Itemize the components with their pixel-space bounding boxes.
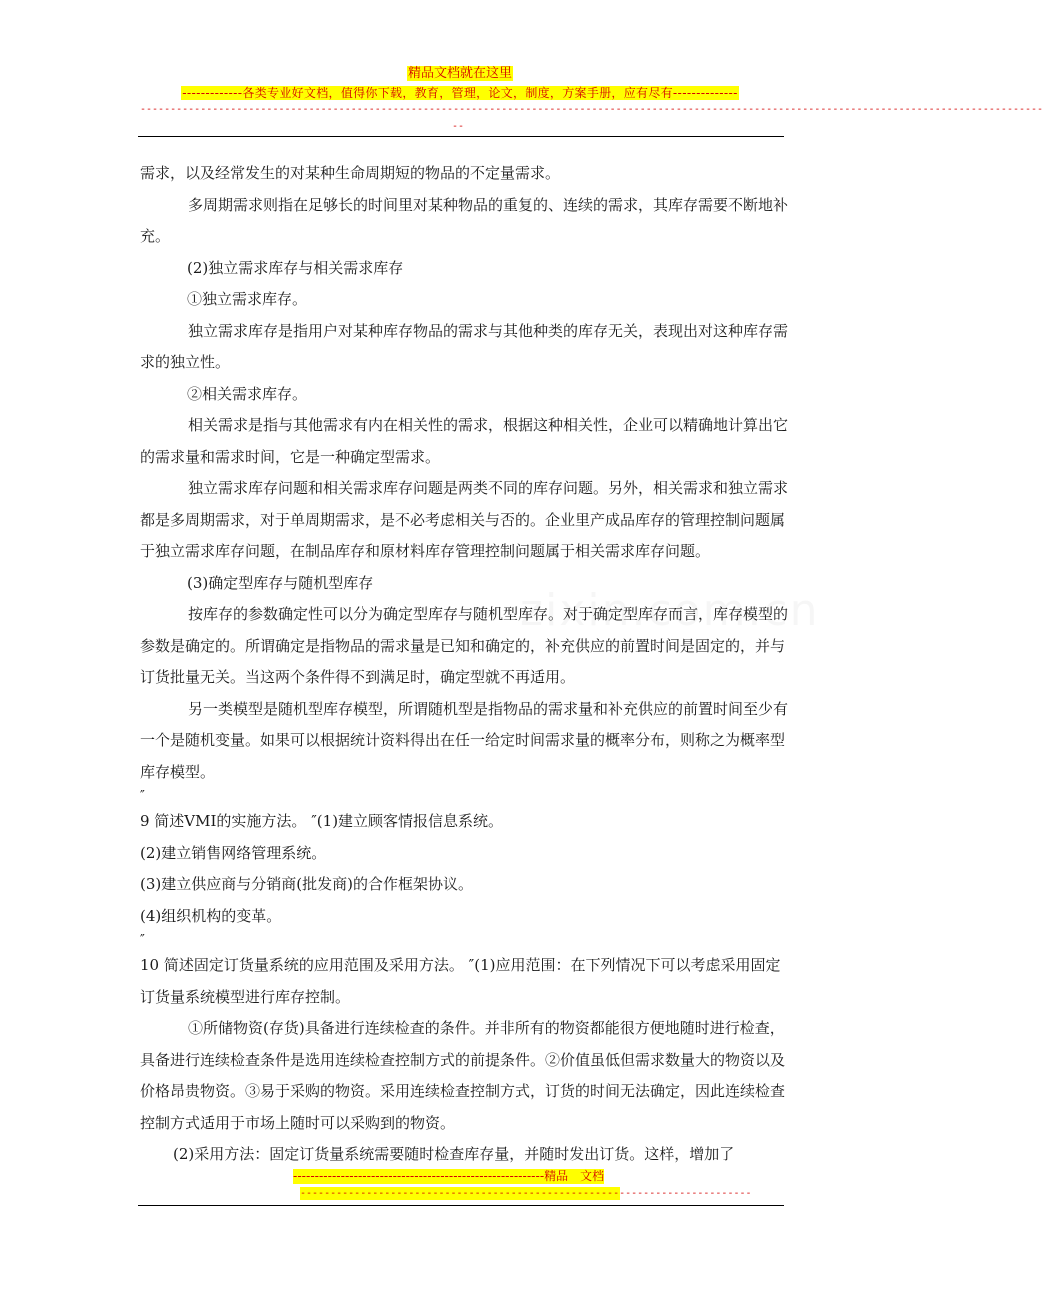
footer-rule: [138, 1205, 784, 1206]
paragraph: 按库存的参数确定性可以分为确定型库存与随机型库存。对于确定型库存而言，库存模型的参数是确定的。所谓确定是指物品的需求量是已知和确定的，补充供应的前置时间是固定的，并与订货批量无关。当这两个条件得不到满足时，确定型就不再适用。: [140, 605, 789, 686]
header-title: 精品文档就在这里: [407, 66, 512, 81]
header-rule: [138, 136, 784, 137]
section-heading: (2)独立需求库存与相关需求库存: [187, 258, 404, 277]
paragraph: 相关需求是指与其他需求有内在相关性的需求，根据这种相关性，企业可以精确地计算出它的需求量和需求时间，它是一种确定型需求。: [140, 416, 789, 466]
header-dash-line: ------------------------------------------------------------------------------------------------------------------------------------------------------: [140, 104, 1043, 115]
paragraph: 多周期需求则指在足够长的时间里对某种物品的重复的、连续的需求，其库存需要不断地补充。: [140, 195, 789, 245]
paragraph: (2)采用方法：固定订货量系统需要随时检查库存量，并随时发出订货。这样，增加了: [173, 1145, 735, 1163]
question: 9 简述VMI的实施方法。 ″(1)建立顾客情报信息系统。: [140, 812, 504, 830]
footer-line-2: ---------------------------------------------------------------------------: [300, 1188, 752, 1199]
symbol-mark: ″: [140, 933, 145, 948]
header-dash-tail: --: [452, 121, 465, 132]
section-heading: (3)确定型库存与随机型库存: [187, 573, 374, 592]
footer-line-1: ----------------------------------------------------------精品 文档: [293, 1169, 605, 1183]
document-body: [140, 158, 792, 1171]
paragraph: ①所储物资(存货)具备进行连续检查的条件。并非所有的物资都能很方便地随时进行检查，具备进行连续检查条件是选用连续检查控制方式的前提条件。②价值虽低但需求数量大的物资以及价格昂贵物资。③易于采购的物资。采用连续检查控制方式，订货的时间无法确定，因此连续检查控制方式适用于市场上随时可以采购到的物资。: [140, 1019, 786, 1132]
question: 10 简述固定订货量系统的应用范围及采用方法。 ″(1)应用范围：在下列情况下可以考虑采用固定订货量系统模型进行库存控制。: [140, 956, 781, 1006]
paragraph: 另一类模型是随机型库存模型，所谓随机型是指物品的需求量和补充供应的前置时间至少有一个是随机变量。如果可以根据统计资料得出在任一给定时间需求量的概率分布，则称之为概率型库存模型。: [140, 699, 789, 781]
answer-line: (4)组织机构的变革。: [140, 906, 282, 925]
header-subtitle: -------------各类专业好文档，值得你下载，教育，管理，论文，制度，方案手册，应有尽有--------------: [182, 86, 738, 100]
paragraph: 需求，以及经常发生的对某种生命周期短的物品的不定量需求。: [140, 164, 561, 182]
symbol-mark: ″: [140, 789, 145, 804]
subsection-heading: ①独立需求库存。: [187, 290, 308, 308]
paragraph: 独立需求库存问题和相关需求库存问题是两类不同的库存问题。另外，相关需求和独立需求都是多周期需求，对于单周期需求，是不必考虑相关与否的。企业里产成品库存的管理控制问题属于独立需求库存问题，在制品库存和原材料库存管理控制问题属于相关需求库存问题。: [140, 479, 789, 560]
answer-line: (3)建立供应商与分销商(批发商)的合作框架协议。: [140, 875, 473, 893]
subsection-heading: ②相关需求库存。: [187, 384, 308, 403]
paragraph: 独立需求库存是指用户对某种库存物品的需求与其他种类的库存无关，表现出对这种库存需求的独立性。: [140, 321, 789, 371]
answer-line: (2)建立销售网络管理系统。: [140, 843, 327, 862]
